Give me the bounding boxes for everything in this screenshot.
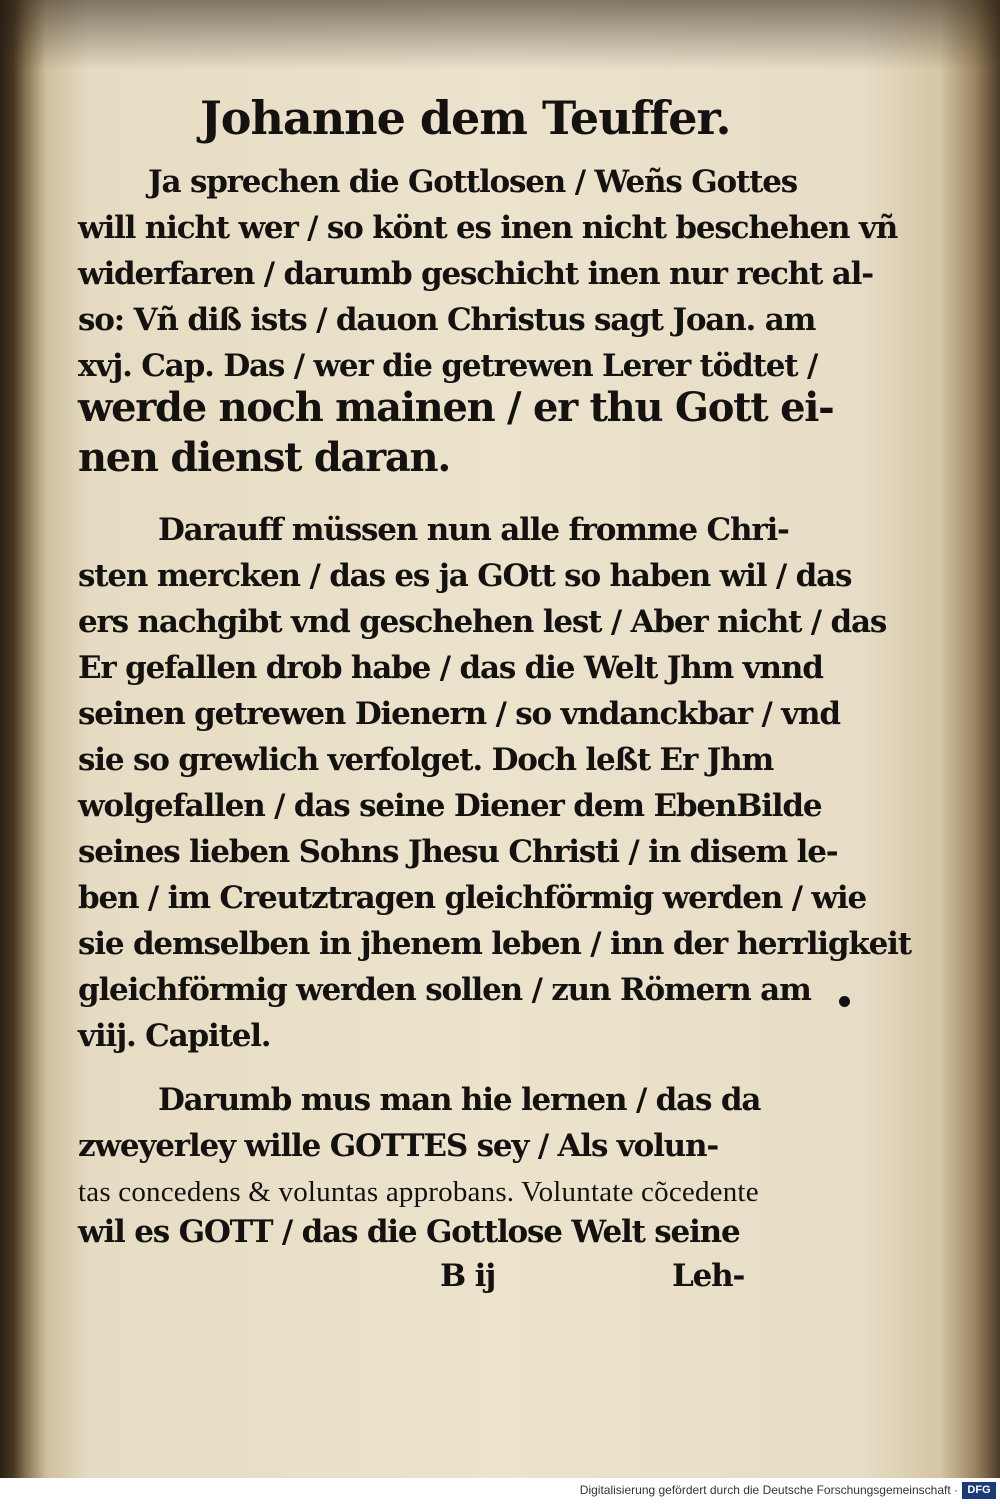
text-line: xvj. Cap. Das / wer die getrewen Lerer tödtet /: [78, 348, 818, 384]
text-line: Darauff müssen nun alle fromme Chri-: [158, 512, 789, 548]
text-line: gleichförmig werden sollen / zun Römern am: [78, 972, 811, 1008]
signature-mark: B ij: [440, 1258, 496, 1294]
text-line: ben / im Creutztragen gleichförmig werden / wie: [78, 880, 867, 916]
funding-notice: Digitalisierung gefördert durch die Deutsche Forschungsgemeinschaft ·: [579, 1483, 958, 1497]
text-line: Darumb mus man hie lernen / das da: [158, 1082, 761, 1118]
text-line: sten mercken / das es ja GOtt so haben wil / das: [78, 558, 852, 594]
text-line: seinen getrewen Dienern / so vndanckbar / vnd: [78, 696, 840, 732]
ink-dot: [839, 996, 850, 1007]
text-line: Er gefallen drob habe / das die Welt Jhm vnnd: [78, 650, 823, 686]
text-line: wil es GOTT / das die Gottlose Welt seine: [78, 1214, 740, 1250]
catchword: Leh-: [672, 1258, 745, 1294]
text-line: seines lieben Sohns Jhesu Christi / in disem le-: [78, 834, 838, 870]
text-line: will nicht wer / so könt es inen nicht beschehen vñ: [78, 210, 898, 246]
text-line-roman: tas concedens & voluntas approbans. Voluntate cõcedente: [78, 1176, 759, 1208]
text-line: wolgefallen / das seine Diener dem EbenBilde: [78, 788, 822, 824]
text-line: ers nachgibt vnd geschehen lest / Aber nicht / das: [78, 604, 887, 640]
text-line: nen dienst daran.: [78, 434, 450, 481]
page-heading: Johanne dem Teuffer.: [200, 91, 731, 145]
footer-bar: [0, 1478, 1000, 1504]
text-line: sie demselben in jhenem leben / inn der herrligkeit: [78, 926, 911, 962]
text-line: Ja sprechen die Gottlosen / Weñs Gottes: [148, 164, 797, 200]
text-line: widerfaren / darumb geschicht inen nur recht al-: [78, 256, 873, 292]
text-line: so: Vñ diß ists / dauon Christus sagt Joan. am: [78, 302, 816, 338]
dfg-logo: DFG: [962, 1482, 996, 1499]
text-line: viij. Capitel.: [78, 1018, 271, 1054]
text-line: sie so grewlich verfolget. Doch leßt Er Jhm: [78, 742, 774, 778]
text-line: werde noch mainen / er thu Gott ei-: [78, 384, 834, 431]
text-line: zweyerley wille GOTTES sey / Als volun-: [78, 1128, 719, 1164]
